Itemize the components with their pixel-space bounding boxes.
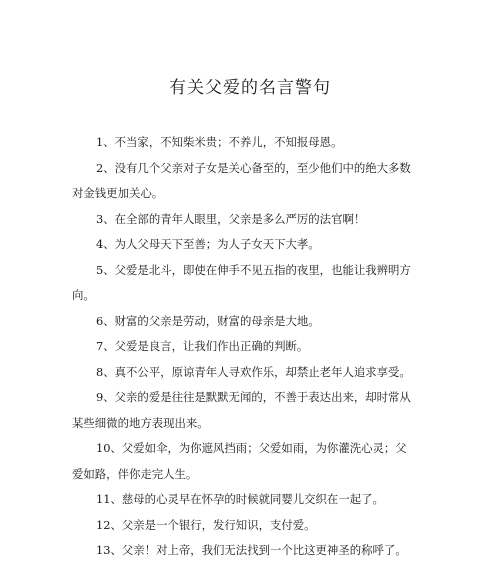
quote-text: 慈母的心灵早在怀孕的时候就同婴儿交织在一起了。 <box>121 492 384 506</box>
quote-continuation: 爱如路，伴你走完人生。 <box>72 466 198 481</box>
quote-number: 13、 <box>96 543 122 557</box>
quote-continuation: 某些细微的地方表现出来。 <box>72 415 209 430</box>
quote-number: 6、 <box>96 313 115 328</box>
quote-continuation: 对金钱更加关心。 <box>72 186 164 200</box>
quote-item-12 <box>96 513 426 539</box>
quote-line <box>96 207 426 233</box>
quote-number: 5、 <box>96 262 115 277</box>
quote-line <box>96 334 426 360</box>
quote-text: 财富的父亲是劳动，财富的母亲是大地。 <box>114 313 320 328</box>
quote-number: 3、 <box>96 211 115 226</box>
quote-text: 父爱是北斗，即使在伸手不见五指的夜里，也能让我辨明方 <box>114 262 411 277</box>
quote-line <box>96 538 426 564</box>
quote-text: 不当家，不知柴米贵；不养儿，不知报母恩。 <box>114 135 343 149</box>
quote-text: 为人父母天下至善；为人子女天下大孝。 <box>114 237 320 251</box>
quote-number: 7、 <box>96 339 115 353</box>
quote-text: 父亲是一个银行，发行知识，支付爱。 <box>121 517 316 532</box>
quote-text: 真不公平，原谅青年人寻欢作乐，却禁止老年人追求享受。 <box>114 364 411 379</box>
quote-line <box>96 360 426 386</box>
quote-text: 父亲！对上帝，我们无法找到一个比这更神圣的称呼了。 <box>121 543 407 557</box>
quote-line <box>96 258 426 284</box>
quote-number: 1、 <box>96 135 115 149</box>
quote-item-10 <box>72 436 426 487</box>
quote-number: 8、 <box>96 364 115 379</box>
quote-line <box>96 309 426 335</box>
quote-line <box>96 487 426 513</box>
quote-number: 11、 <box>96 492 122 506</box>
quote-list <box>72 130 426 564</box>
quote-text: 在全部的青年人眼里，父亲是多么严厉的法官啊！ <box>114 211 366 226</box>
quote-line <box>96 130 426 156</box>
quote-text: 父亲的爱是往往是默默无闻的，不善于表达出来，却时常从 <box>114 390 411 404</box>
quote-line <box>96 436 426 462</box>
quote-number: 10、 <box>96 441 122 455</box>
quote-item-5 <box>72 258 426 309</box>
quote-line <box>96 385 426 411</box>
quote-continuation: 向。 <box>72 288 95 302</box>
quote-item-11 <box>96 487 426 513</box>
quote-text: 父爱如伞，为你遮风挡雨；父爱如雨，为你灌洗心灵；父 <box>121 441 407 455</box>
quote-number: 12、 <box>96 517 122 532</box>
quote-item-2 <box>72 156 426 207</box>
quote-text: 父爱是良言，让我们作出正确的判断。 <box>114 339 309 353</box>
quote-item-1 <box>96 130 426 156</box>
quote-number: 9、 <box>96 390 115 404</box>
quote-item-3 <box>96 207 426 233</box>
document-title: 有关父爱的名言警句 <box>169 78 331 98</box>
quote-item-6 <box>96 309 426 335</box>
quote-number: 2、 <box>96 160 115 175</box>
quote-item-7 <box>96 334 426 360</box>
quote-line <box>96 232 426 258</box>
quote-line <box>96 513 426 539</box>
quote-item-13 <box>96 538 426 564</box>
quote-number: 4、 <box>96 237 115 251</box>
quote-item-4 <box>96 232 426 258</box>
quote-item-9 <box>72 385 426 436</box>
quote-line <box>96 156 426 182</box>
quote-text: 没有几个父亲对子女是关心备至的，至少他们中的绝大多数 <box>114 160 411 175</box>
quote-item-8 <box>96 360 426 386</box>
